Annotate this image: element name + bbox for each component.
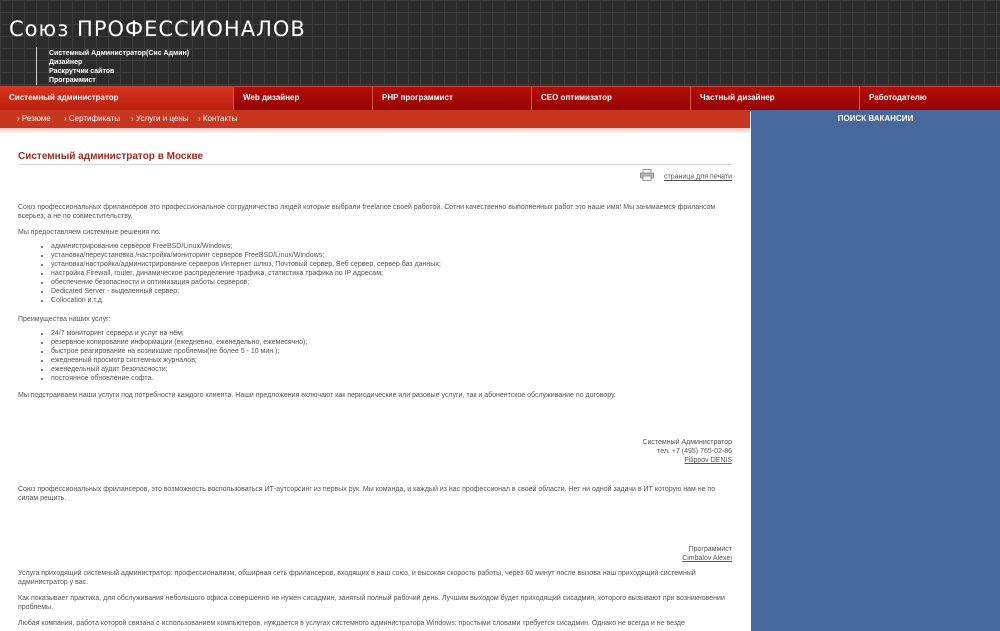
list-item: • 24/7 мониторинг сервера и услуг на нём; (51, 329, 732, 338)
nav-item-private-designer[interactable]: Частный дизайнер (690, 87, 859, 111)
practice-paragraph: Как показывает практика, для обслуживания небольшого офиса совершенно не нужен сисадмин, занятый полный рабочий день. Лучшим выходом будет приходящий сисадмин, которого вызывают при возникновении проблемы. (18, 595, 725, 611)
main-nav (0, 86, 1000, 111)
subnav-link-certificates[interactable]: › Сертификаты (64, 114, 120, 123)
advantages-heading: Преимущества наших услуг: (18, 316, 111, 323)
sub-nav (0, 110, 750, 128)
signature-name-link[interactable]: Cimbalov Alexei (682, 555, 732, 562)
print-row (18, 168, 732, 182)
company-paragraph: Любая компания, работа которой связана с использованием компьютеров, нуждается в услугах системного администратора Windows; простыми словами требуется сисадмин. Однако не всегда и не везде (18, 620, 685, 627)
list-item: • ежедневный просмотр системных журналов; (51, 356, 732, 365)
subnav-link-services[interactable]: › Услуги и цены (131, 114, 189, 123)
signature-phone: тел. +7 (495) 765-02-86 (657, 448, 732, 455)
header-links (49, 49, 189, 85)
list-item: • установка/переустановка /настройка/мониторинг серверов FreeBSD/Linux/Windows; (51, 251, 732, 260)
subnav-shadow (0, 128, 750, 134)
list-item: • Dedicated Server - выделенный сервер; (51, 287, 732, 296)
intro-paragraph: Союз профессиональных фрилансеров это профессиональное сотрудничество людей которые выбрали freelance своей работой. Сотни качественно выполненных работ это наше имя! Мы занимаемся фрилансом всерьез, а не по совместительству. (18, 204, 716, 220)
tailor-paragraph: Мы подстраиваем наши услуги под потребности каждого клиента. Наши предложения включают как периодические или разовые услуги, так и абонентское обслуживание по договору. (18, 392, 616, 399)
subnav-link-resume[interactable]: › Резюме (17, 114, 51, 123)
nav-item-sysadmin[interactable]: Системный администратор (0, 87, 233, 111)
list-item: • настройка Firewall, router, динамическое распределение трафика, статистика трафика по IP адресам; (51, 269, 732, 278)
header-link-promoter[interactable]: Раскрутчик сайтов (49, 68, 115, 75)
subnav-label: Услуги и цены (135, 114, 189, 123)
header-divider (36, 47, 37, 85)
sidebar (751, 110, 1000, 631)
nav-item-employer[interactable]: Работодателю (859, 87, 1000, 111)
list-item: • администрированию серверов FreeBSD/Linux/Windows; (51, 242, 732, 251)
solutions-list (18, 242, 732, 305)
header-link-designer[interactable]: Дизайнер (49, 59, 83, 66)
visiting-admin-paragraph: Услуга приходящий системный администратор: профессионализм, обширная сеть фрилансеров, входящих в наш союз, и высокая скорость работы, через 60 минут после вызова наш приходящий системный администратор у вас. (18, 570, 696, 586)
outsourcing-paragraph: Союз профессиональных фрилансеров, это возможность воспользоваться ИТ-аутсорсинг из первых рук. Мы команда, и каждый из нас профессионал в своей области. Нет ни одной задачи в ИТ которую нам не по силам решить. (18, 486, 716, 502)
header-link-programmer[interactable]: Программист (49, 77, 96, 84)
site-header (0, 0, 1000, 86)
solutions-heading: Мы предоставляем системные решения по: (18, 229, 161, 236)
signature-role: Программист (688, 546, 732, 553)
printer-icon[interactable] (640, 168, 654, 186)
nav-item-php-programmer[interactable]: PHP программист (372, 87, 531, 111)
list-item: • установка/настройка/администрирование серверов Интернет шлюз, Почтовый сервер, Веб сервер, сервер баз данных; (51, 260, 732, 269)
subnav-link-contacts[interactable]: › Контакты (198, 114, 238, 123)
page-title: Системный администратор в Москве (18, 151, 732, 165)
nav-item-seo[interactable]: СЕО оптимизатор (531, 87, 690, 111)
vacancy-search-title[interactable]: ПОИСК ВАКАНСИИ (837, 114, 914, 123)
list-item: • быстрое реагирование на возникшие проблемы(не более 5 - 10 мин.); (51, 347, 732, 356)
subnav-label: Сертификаты (68, 114, 120, 123)
nav-item-web-designer[interactable]: Web дизайнер (233, 87, 372, 111)
list-item: • резервное копирование информации (ежедневно, еженедельно, ежемесячно); (51, 338, 732, 347)
list-item: • еженедельный аудит безопасности; (51, 365, 732, 374)
signature-sysadmin (18, 438, 732, 465)
print-page-link[interactable]: страница для печати (664, 173, 732, 181)
signature-role: Системный Администратор (642, 439, 732, 446)
list-item: • постоянное обновление софта. (51, 374, 732, 383)
signature-name-link[interactable]: Filippov DENIS (684, 457, 732, 464)
advantages-list (18, 329, 732, 383)
subnav-label: Резюме (21, 114, 51, 123)
main-content (18, 151, 732, 628)
list-item: • Collocation и.т.д. (51, 296, 732, 305)
header-link-sysadmin[interactable]: Системный Администратор(Сис Админ) (49, 50, 190, 57)
signature-programmer (18, 545, 732, 563)
site-title[interactable]: Союз ПРОФЕССИОНАЛОВ (9, 17, 306, 41)
list-item: • обеспечение безопасности и оптимизация работы серверов; (51, 278, 732, 287)
subnav-label: Контакты (202, 114, 238, 123)
